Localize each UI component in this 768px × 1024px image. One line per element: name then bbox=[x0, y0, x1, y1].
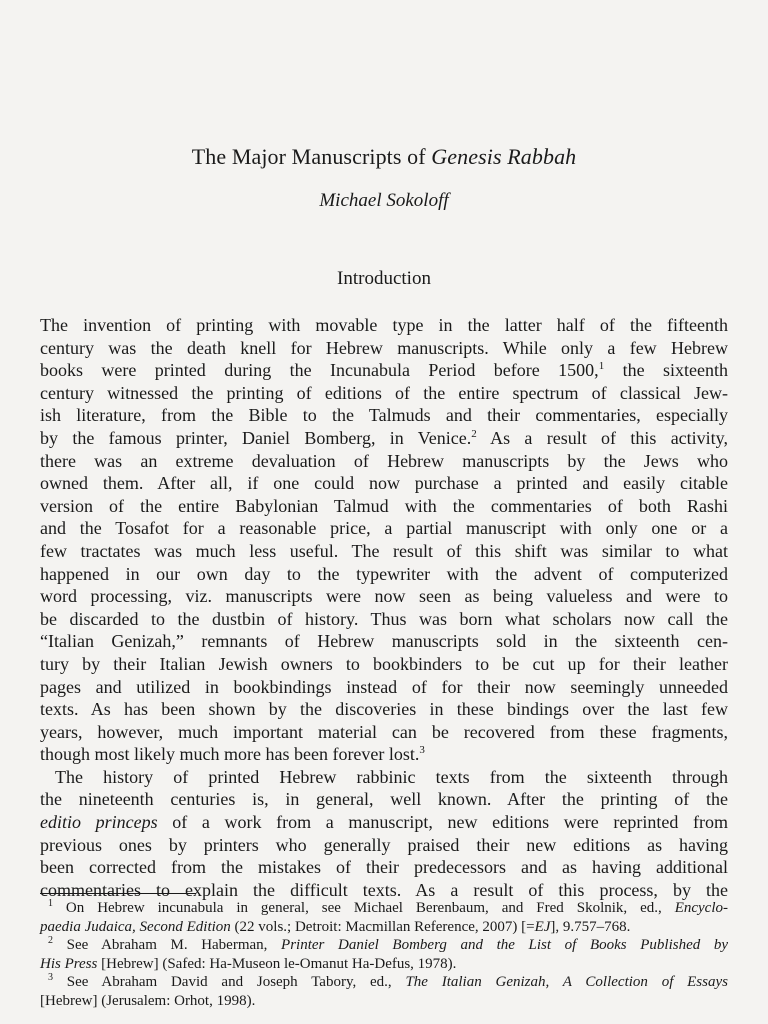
footnote-3-cont: [Hebrew] (Jerusalem: Orhot, 1998). bbox=[40, 992, 256, 1009]
body-line: be discarded to the dustbin of history. Thus was born what scholars now call the bbox=[40, 608, 728, 629]
footnote-divider bbox=[40, 893, 196, 894]
footnote-2: $^2$ See Abraham M. Haberman, Printer Daniel Bomberg and the List of Books Published by bbox=[48, 935, 729, 954]
body-line: few tractates was much less useful. The result of this shift was similar to what bbox=[40, 540, 728, 561]
body-line: century witnessed the printing of editions of the entire spectrum of classical Jew- bbox=[40, 382, 728, 403]
body-line: pages and utilized in bookbindings instead of for their now seemingly unneeded bbox=[40, 676, 728, 697]
body-line: happened in our own day to the typewriter with the advent of computerized bbox=[40, 563, 728, 584]
section-heading: Introduction bbox=[337, 268, 431, 289]
title-italic: Genesis Rabbah bbox=[431, 144, 577, 169]
body-line: the nineteenth centuries is, in general, well known. After the printing of the bbox=[40, 789, 728, 810]
footnote-1-cont: paedia Judaica, Second Edition (22 vols.; Detroit: Macmillan Reference, 2007) [=EJ], 9.757–768. bbox=[40, 918, 631, 935]
body-line: been corrected from the mistakes of their predecessors and as having additional bbox=[40, 857, 728, 878]
body-line: owned them. After all, if one could now purchase a printed and easily citable bbox=[40, 473, 728, 494]
body-line: and the Tosafot for a reasonable price, a partial manuscript with only one or a bbox=[40, 518, 728, 539]
body-line: there was an extreme devaluation of Hebrew manuscripts by the Jews who bbox=[40, 450, 728, 471]
article-title bbox=[0, 144, 768, 170]
body-line: by the famous printer, Daniel Bomberg, in Venice.$^2$ As a result of this activity, bbox=[40, 427, 729, 448]
body-text bbox=[40, 314, 728, 901]
body-line: previous ones by printers who generally praised their new editions as having bbox=[40, 834, 728, 855]
body-line: version of the entire Babylonian Talmud with the commentaries of both Rashi bbox=[40, 495, 728, 516]
body-line: “Italian Genizah,” remnants of Hebrew manuscripts sold in the sixteenth cen- bbox=[40, 631, 728, 652]
body-line: books were printed during the Incunabula Period before 1500,$^1$ the sixteenth bbox=[40, 360, 728, 381]
footnote-ref: 2 bbox=[471, 427, 477, 440]
body-line: editio princeps of a work from a manuscript, new editions were reprinted from bbox=[40, 812, 728, 833]
title-text: The Major Manuscripts of bbox=[191, 144, 432, 169]
body-line: century was the death knell for Hebrew manuscripts. While only a few Hebrew bbox=[40, 337, 728, 358]
footnotes bbox=[40, 899, 728, 1011]
body-line: The history of printed Hebrew rabbinic texts from the sixteenth through bbox=[55, 766, 728, 787]
footnote-1: $^1$ On Hebrew incunabula in general, see Michael Berenbaum, and Fred Skolnik, ed., Encyclo- bbox=[48, 898, 728, 916]
body-line: though most likely much more has been forever lost.$^3$ bbox=[40, 744, 425, 765]
body-line: The invention of printing with movable type in the latter half of the fifteenth bbox=[40, 315, 728, 335]
body-line: tury by their Italian Jewish owners to bookbinders to be cut up for their leather bbox=[40, 653, 728, 674]
footnote-ref: 1 bbox=[598, 360, 605, 373]
footnote-2-cont: His Press [Hebrew] (Safed: Ha-Museon le-Omanut Ha-Defus, 1978). bbox=[40, 955, 457, 972]
body-line: ish literature, from the Bible to the Talmuds and their commentaries, especially bbox=[40, 405, 728, 426]
body-line: commentaries to explain the difficult texts. As a result of this process, by the bbox=[40, 879, 728, 900]
footnote-ref: 3 bbox=[419, 744, 425, 757]
body-line: word processing, viz. manuscripts were now seen as being valueless and were to bbox=[40, 586, 728, 607]
footnote-3: $^3$ See Abraham David and Joseph Tabory, ed., The Italian Genizah, A Collection of Essays bbox=[48, 972, 728, 991]
author-name: Michael Sokoloff bbox=[319, 190, 449, 211]
body-line: years, however, much important material can be recovered from these fragments, bbox=[40, 721, 728, 742]
body-line: texts. As has been shown by the discoveries in these bindings over the last few bbox=[40, 699, 728, 720]
